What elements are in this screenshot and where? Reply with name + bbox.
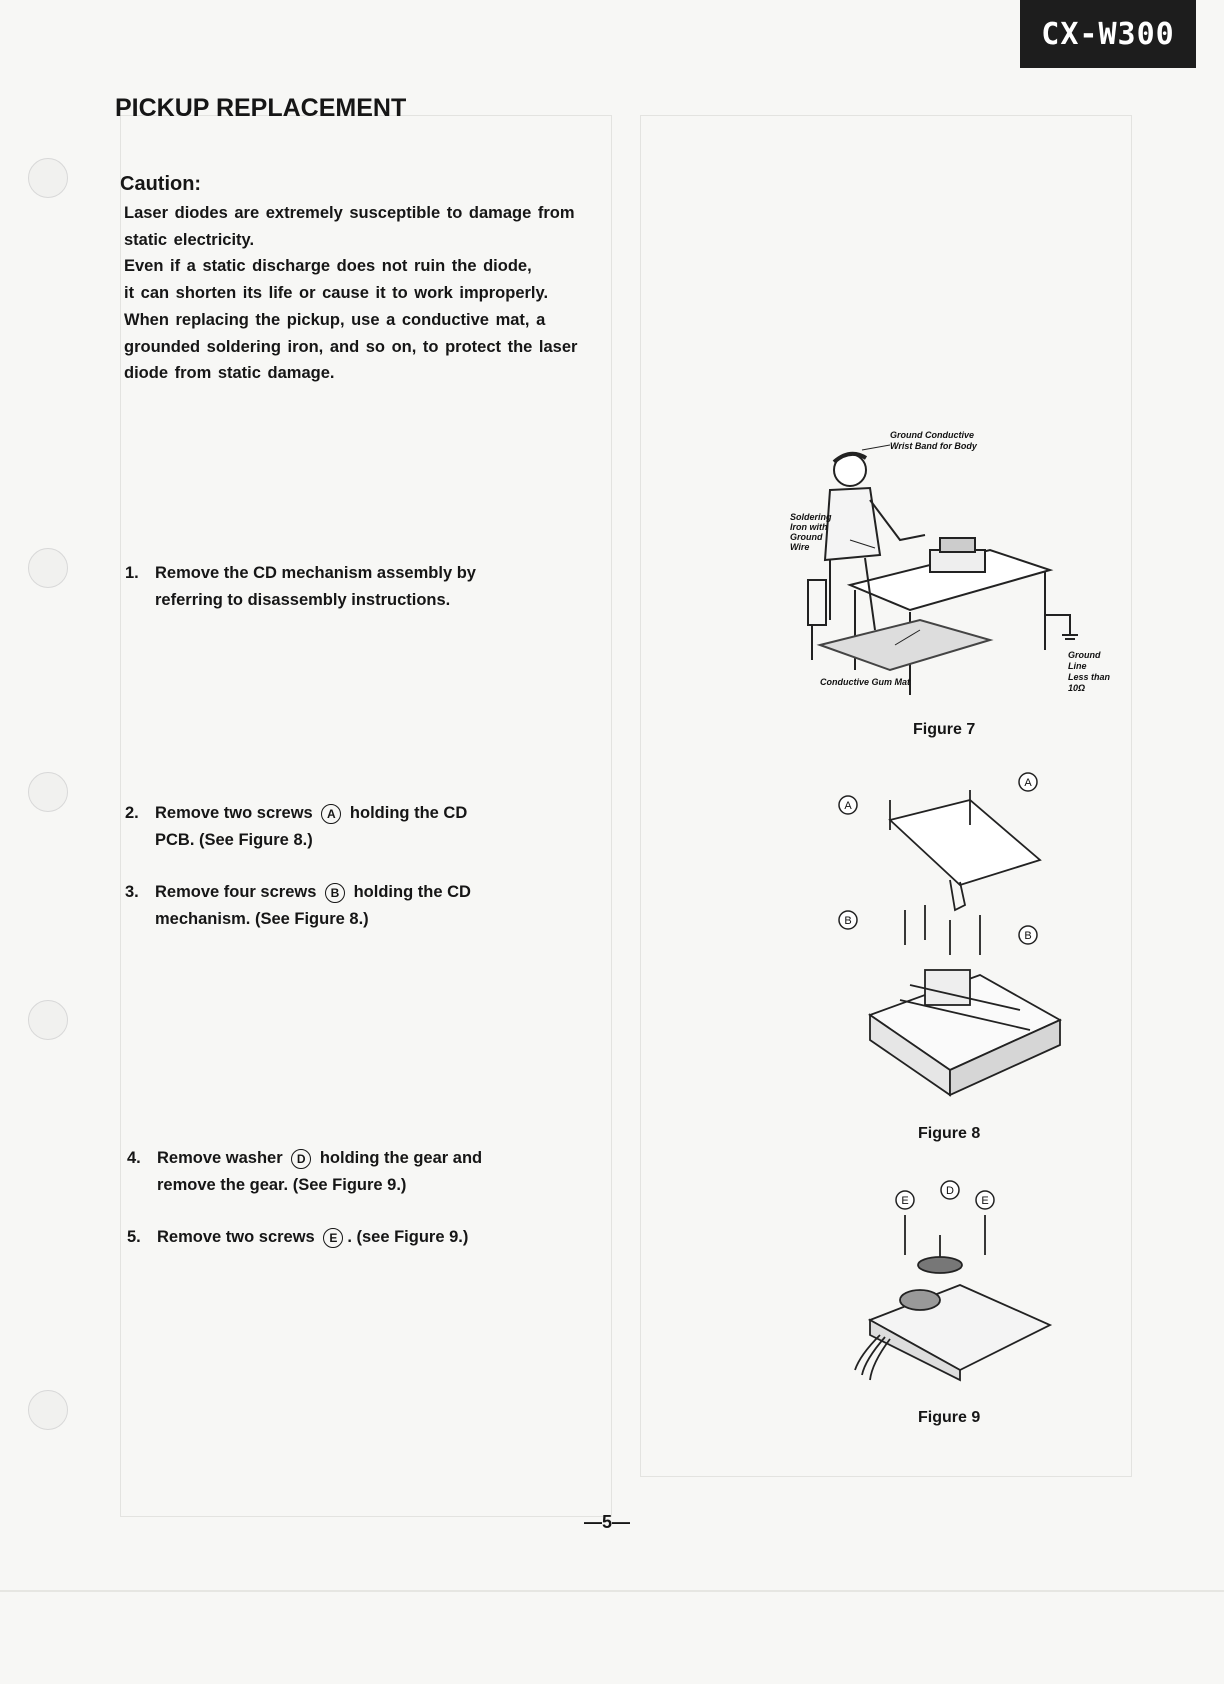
caution-heading: Caution: [120,173,202,195]
label-wrist-2: Wrist Band for Body [890,441,977,451]
step-text: Remove two screws [155,804,313,822]
mark-e-icon: E [901,1195,909,1207]
step-3 [125,879,555,933]
mark-d-icon: D [946,1185,954,1197]
step-number: 5. [127,1228,141,1246]
caution-line: When replacing the pickup, use a conductive mat, a [124,310,546,329]
binder-hole [28,772,68,812]
mark-e-icon: E [981,1195,989,1207]
step-text: holding the CD [349,804,468,822]
step-number: 4. [127,1149,141,1167]
step-text: holding the gear and [319,1149,483,1167]
step-text-cont: mechanism. (See Figure 8.) [155,910,369,928]
step-text-cont: remove the gear. (See Figure 9.) [157,1176,407,1194]
footer-divider [0,1590,1224,1592]
step-text: Remove the CD mechanism assembly by [155,564,476,582]
label-ground-1: Ground [1068,650,1101,660]
caution-line: Laser diodes are extremely susceptible to damage from [124,204,575,222]
step-5 [127,1224,557,1251]
step-text-cont: PCB. (See Figure 8.) [155,831,313,849]
caution-body [124,200,650,387]
label-iron-1: Soldering [790,512,832,522]
step-number: 1. [125,564,139,582]
step-number: 2. [125,804,139,822]
mark-a-icon: A [1024,777,1032,789]
step-4 [127,1145,557,1199]
mark-b-icon: B [1024,930,1032,942]
mark-d-icon: D [291,1149,311,1169]
step-number: 3. [125,883,139,901]
label-iron-2: Iron with [790,522,828,532]
mark-e-icon: E [323,1228,343,1248]
mark-b-icon: B [844,915,852,927]
step-2 [125,800,555,854]
caution-line: it can shorten its life or cause it to work improperly. [124,284,549,303]
figure-7-illustration [790,430,1120,700]
mark-a-icon: A [321,804,341,824]
caution-line: diode from static damage. [124,364,335,383]
figure-8-illustration [830,770,1100,1110]
caution-line: Even if a static discharge does not ruin the diode, [124,257,532,276]
binder-hole [28,1390,68,1430]
binder-hole [28,158,68,198]
step-text: Remove washer [157,1149,283,1167]
figure-9-caption: Figure 9 [918,1409,981,1426]
label-ground-2: Line [1068,661,1087,671]
step-text: holding the CD [353,883,471,901]
mark-b-icon: B [325,883,345,903]
page-title: PICKUP REPLACEMENT [115,94,407,122]
step-text: . (see Figure 9.) [347,1228,469,1246]
label-mat: Conductive Gum Mat [820,677,911,687]
label-wrist-1: Ground Conductive [890,430,974,440]
page-number: —5— [584,1512,631,1532]
caution-line: grounded soldering iron, and so on, to protect the laser [124,337,578,356]
step-text: Remove four screws [155,883,317,901]
caution-line: static electricity. [124,230,255,249]
figure-8-caption: Figure 8 [918,1125,981,1142]
mark-a-icon: A [844,800,852,812]
figure-9-illustration [850,1175,1070,1385]
model-tab: CX-W300 [1020,0,1196,68]
step-1 [125,560,555,614]
binder-hole [28,548,68,588]
binder-hole [28,1000,68,1040]
label-ground-3: Less than [1068,672,1111,682]
step-text: Remove two screws [157,1228,315,1246]
step-text-cont: referring to disassembly instructions. [155,591,451,609]
label-ground-4: 10Ω [1068,683,1086,693]
figure-7-caption: Figure 7 [913,721,976,738]
label-iron-4: Wire [790,542,810,552]
label-iron-3: Ground [790,532,823,542]
